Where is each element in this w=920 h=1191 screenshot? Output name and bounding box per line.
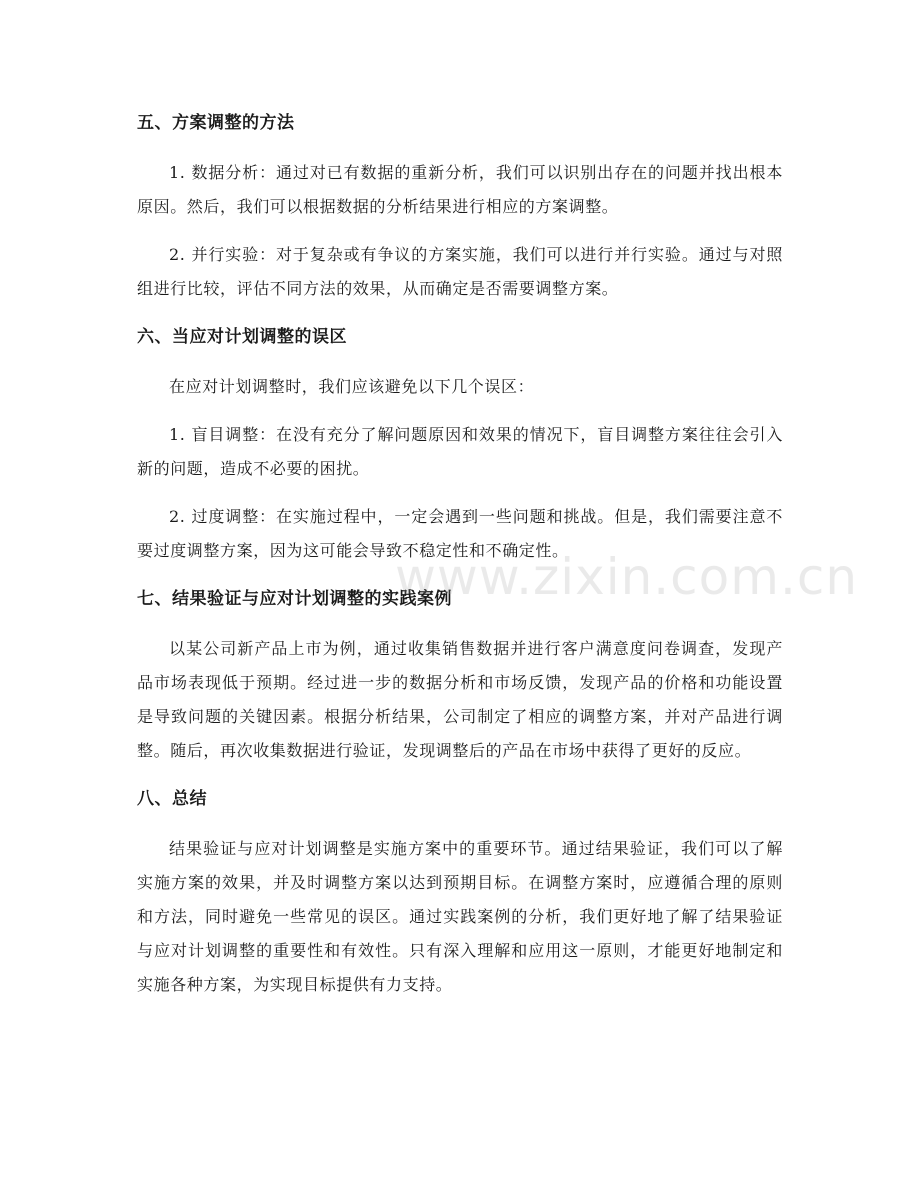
section-heading-7: 七、结果验证与应对计划调整的实践案例 <box>137 589 452 609</box>
section-heading-6: 六、当应对计划调整的误区 <box>137 327 347 347</box>
section-heading-8: 八、总结 <box>137 789 207 809</box>
section-heading-5: 五、方案调整的方法 <box>137 113 295 133</box>
paragraph: 在应对计划调整时，我们应该避免以下几个误区： <box>169 377 535 396</box>
paragraph: 1. 盲目调整：在没有充分了解问题原因和效果的情况下，盲目调整方案往往会引入新的问题，造成不必要的困扰。 <box>137 425 783 478</box>
paragraph: 2. 过度调整：在实施过程中，一定会遇到一些问题和挑战。但是，我们需要注意不要过度调整方案，因为这可能会导致不稳定性和不确定性。 <box>137 507 783 560</box>
paragraph: 结果验证与应对计划调整是实施方案中的重要环节。通过结果验证，我们可以了解实施方案的效果，并及时调整方案以达到预期目标。在调整方案时，应遵循合理的原则和方法，同时避免一些常见的误区。通过实践案例的分析，我们更好地了解了结果验证与应对计划调整的重要性和有效性。只有深入理解和应用这一原则，才能更好地制定和实施各种方案，为实现目标提供有力支持。 <box>137 839 783 994</box>
paragraph: 1. 数据分析：通过对已有数据的重新分析，我们可以识别出存在的问题并找出根本原因。然后，我们可以根据数据的分析结果进行相应的方案调整。 <box>137 163 783 216</box>
paragraph: 2. 并行实验：对于复杂或有争议的方案实施，我们可以进行并行实验。通过与对照组进行比较，评估不同方法的效果，从而确定是否需要调整方案。 <box>137 245 783 298</box>
document-body <box>137 106 783 1002</box>
watermark: www.zixin.com.cn <box>395 548 859 606</box>
paragraph: 以某公司新产品上市为例，通过收集销售数据并进行客户满意度问卷调查，发现产品市场表现低于预期。经过进一步的数据分析和市场反馈，发现产品的价格和功能设置是导致问题的关键因素。根据分析结果，公司制定了相应的调整方案，并对产品进行调整。随后，再次收集数据进行验证，发现调整后的产品在市场中获得了更好的反应。 <box>137 639 783 760</box>
